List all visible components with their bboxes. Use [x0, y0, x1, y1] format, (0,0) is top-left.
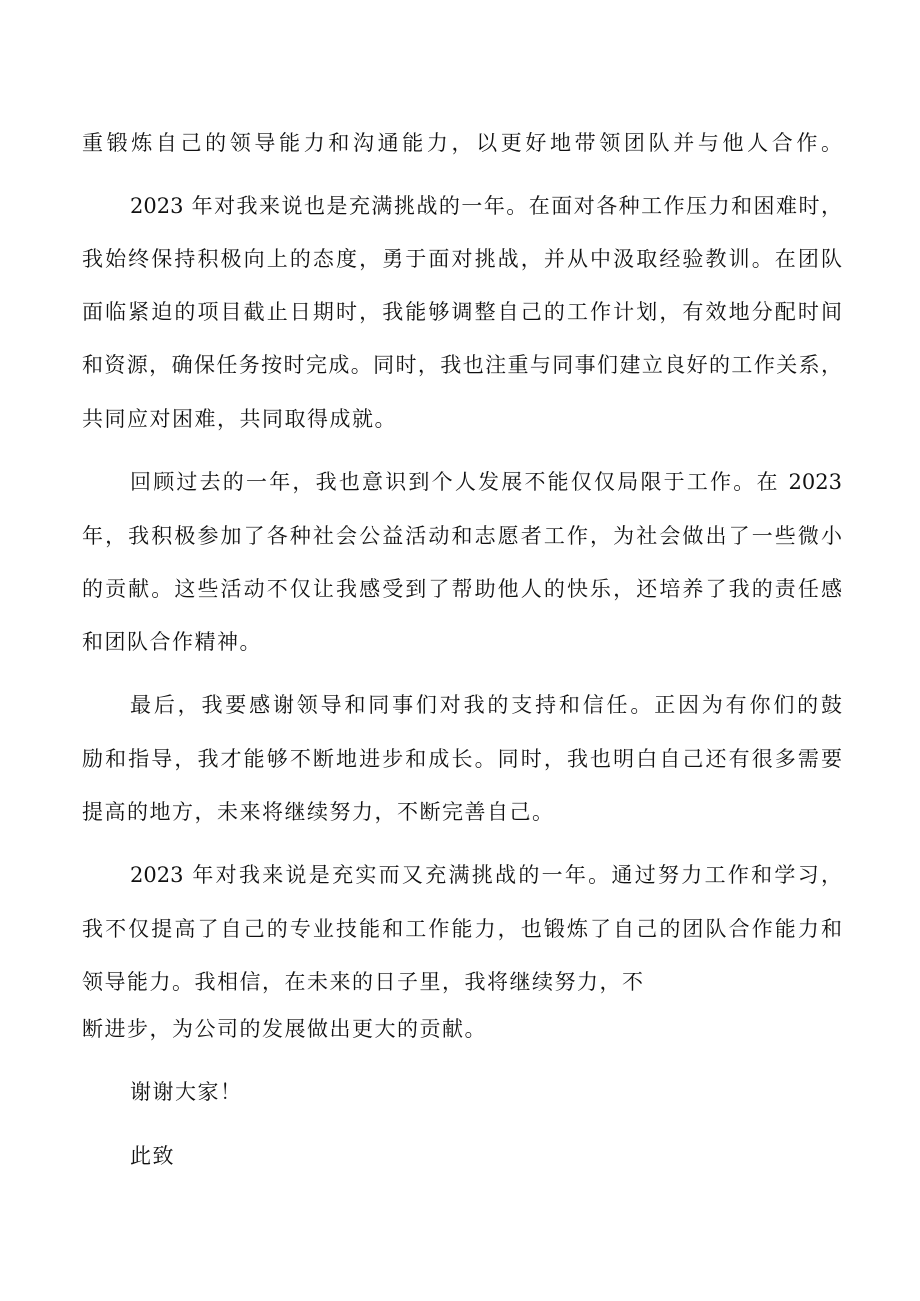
paragraph-line: 2023 年对我来说是充实而又充满挑战的一年。通过努力工作和学习， [130, 863, 842, 887]
paragraph-line: 和资源，确保任务按时完成。同时，我也注重与同事们建立良好的工作关系， [82, 353, 842, 377]
paragraph-line: 我不仅提高了自己的专业技能和工作能力，也锻炼了自己的团队合作能力和 [82, 917, 842, 941]
closing-salutation: 此致 [130, 1144, 175, 1168]
paragraph-line: 共同应对困难，共同取得成就。 [82, 407, 397, 431]
paragraph-line: 励和指导，我才能够不断地进步和成长。同时，我也明白自己还有很多需要 [82, 747, 842, 771]
paragraph-line: 面临紧迫的项目截止日期时，我能够调整自己的工作计划，有效地分配时间 [82, 300, 842, 324]
paragraph-line: 年，我积极参加了各种社会公益活动和志愿者工作，为社会做出了一些微小 [82, 524, 842, 548]
paragraph-line: 2023 年对我来说也是充满挑战的一年。在面对各种工作压力和困难时， [130, 194, 842, 218]
paragraph-line: 回顾过去的一年，我也意识到个人发展不能仅仅局限于工作。在 2023 [130, 470, 842, 494]
paragraph-line: 和团队合作精神。 [82, 630, 262, 654]
paragraph-line: 重锻炼自己的领导能力和沟通能力，以更好地带领团队并与他人合作。 [82, 131, 842, 155]
paragraph-line: 的贡献。这些活动不仅让我感受到了帮助他人的快乐，还培养了我的责任感 [82, 577, 842, 601]
paragraph-line: 提高的地方，未来将继续努力，不断完善自己。 [82, 800, 555, 824]
paragraph-line: 我始终保持积极向上的态度，勇于面对挑战，并从中汲取经验教训。在团队 [82, 247, 842, 271]
paragraph-line: 断进步，为公司的发展做出更大的贡献。 [82, 1017, 487, 1041]
closing-thanks: 谢谢大家！ [130, 1080, 243, 1104]
paragraph-line: 领导能力。我相信，在未来的日子里，我将继续努力，不 [82, 970, 645, 994]
paragraph-line: 最后，我要感谢领导和同事们对我的支持和信任。正因为有你们的鼓 [130, 693, 842, 717]
